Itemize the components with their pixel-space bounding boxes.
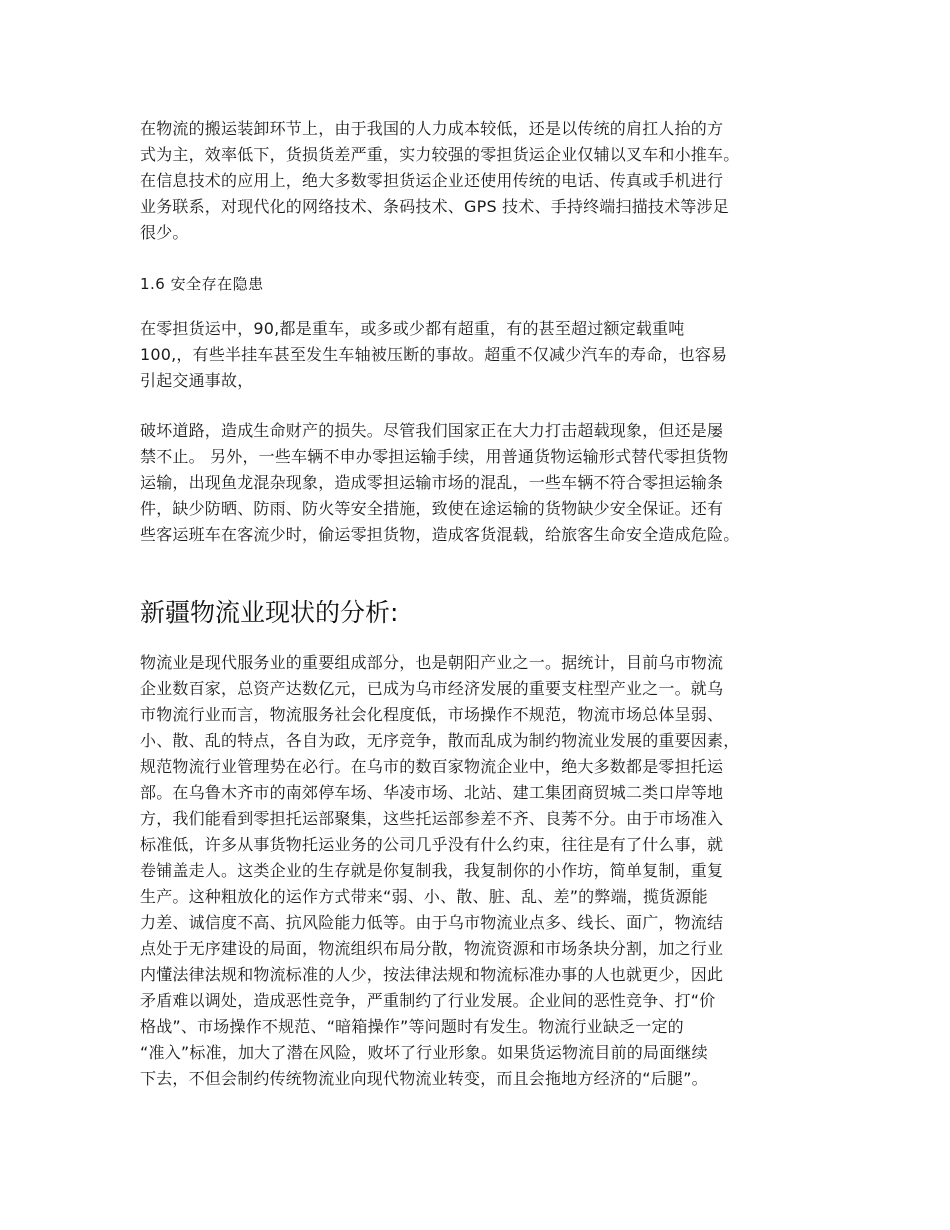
text-line: 部。在乌鲁木齐市的南郊停车场、华凌市场、北站、建工集团商贸城二类口岸等地 <box>140 783 724 802</box>
text-line: 式为主，效率低下，货损货差严重，实力较强的零担货运企业仅辅以叉车和小推车。 <box>140 145 740 164</box>
text-line: 格战”、市场操作不规范、“暗箱操作”等问题时有发生。物流行业缺乏一定的 <box>140 1017 684 1036</box>
text-line: 在物流的搬运装卸环节上，由于我国的人力成本较低，还是以传统的肩扛人抬的方 <box>140 119 724 138</box>
text-line: 市物流行业而言，物流服务社会化程度低，市场操作不规范，物流市场总体呈弱、 <box>140 705 724 724</box>
text-line: 内懂法律法规和物流标准的人少，按法律法规和物流标准办事的人也就更少，因此 <box>140 965 724 984</box>
paragraph-handling-and-it <box>140 116 812 246</box>
text-line: 物流业是现代服务业的重要组成部分，也是朝阳产业之一。据统计，目前乌市物流 <box>140 653 724 672</box>
text-line: 很少。 <box>140 223 189 242</box>
text-line: 运输，出现鱼龙混杂现象，造成零担运输市场的混乱，一些车辆不符合零担运输条 <box>140 473 724 492</box>
text-line: 100,，有些半挂车甚至发生车轴被压断的事故。超重不仅减少汽车的寿命，也容易 <box>140 345 728 364</box>
text-line: “准入”标准，加大了潜在风险，败坏了行业形象。如果货运物流目前的局面继续 <box>140 1043 708 1062</box>
section-heading-xinjiang: 新疆物流业现状的分析: <box>140 598 399 627</box>
text-line: 点处于无序建设的局面，物流组织布局分散，物流资源和市场条块分割，加之行业 <box>140 939 724 958</box>
paragraph-xinjiang-analysis <box>140 650 812 1092</box>
text-line: 生产。这种粗放化的运作方式带来“弱、小、散、脏、乱、差”的弊端，揽货源能 <box>140 887 708 906</box>
text-line: 规范物流行业管理势在必行。在乌市的数百家物流企业中，绝大多数都是零担托运 <box>140 757 724 776</box>
text-line: 标准低，许多从事货物托运业务的公司几乎没有什么约束，往往是有了什么事，就 <box>140 835 724 854</box>
paragraph-overload <box>140 316 812 394</box>
text-line: 小、散、乱的特点，各自为政，无序竞争，散而乱成为制约物流业发展的重要因素， <box>140 731 740 750</box>
section-heading-safety: 1.6 安全存在隐患 <box>140 275 264 293</box>
text-line: 破坏道路，造成生命财产的损失。尽管我们国家正在大力打击超载现象，但还是屡 <box>140 421 724 440</box>
text-line: 引起交通事故， <box>140 371 254 390</box>
text-line: 卷铺盖走人。这类企业的生存就是你复制我，我复制你的小作坊，简单复制，重复 <box>140 861 724 880</box>
paragraph-road-damage <box>140 418 812 548</box>
text-line: 些客运班车在客流少时，偷运零担货物，造成客货混载，给旅客生命安全造成危险。 <box>140 525 740 544</box>
text-line: 业务联系，对现代化的网络技术、条码技术、GPS 技术、手持终端扫描技术等涉足 <box>140 197 729 216</box>
text-line: 力差、诚信度不高、抗风险能力低等。由于乌市物流业点多、线长、面广，物流结 <box>140 913 724 932</box>
text-line: 矛盾难以调处，造成恶性竞争，严重制约了行业发展。企业间的恶性竞争、打“价 <box>140 991 716 1010</box>
text-line: 在信息技术的应用上，绝大多数零担货运企业还使用传统的电话、传真或手机进行 <box>140 171 724 190</box>
text-line: 禁不止。 另外，一些车辆不申办零担运输手续，用普通货物运输形式替代零担货物 <box>140 447 729 466</box>
text-line: 方，我们能看到零担托运部聚集，这些托运部参差不齐、良莠不分。由于市场准入 <box>140 809 724 828</box>
text-line: 在零担货运中，90,都是重车，或多或少都有超重，有的甚至超过额定载重吨 <box>140 319 685 338</box>
text-line: 企业数百家，总资产达数亿元，已成为乌市经济发展的重要支柱型产业之一。就乌 <box>140 679 724 698</box>
text-line: 下去，不但会制约传统物流业向现代物流业转变，而且会拖地方经济的“后腿”。 <box>140 1069 708 1088</box>
text-line: 件，缺少防晒、防雨、防火等安全措施，致使在途运输的货物缺少安全保证。还有 <box>140 499 724 518</box>
